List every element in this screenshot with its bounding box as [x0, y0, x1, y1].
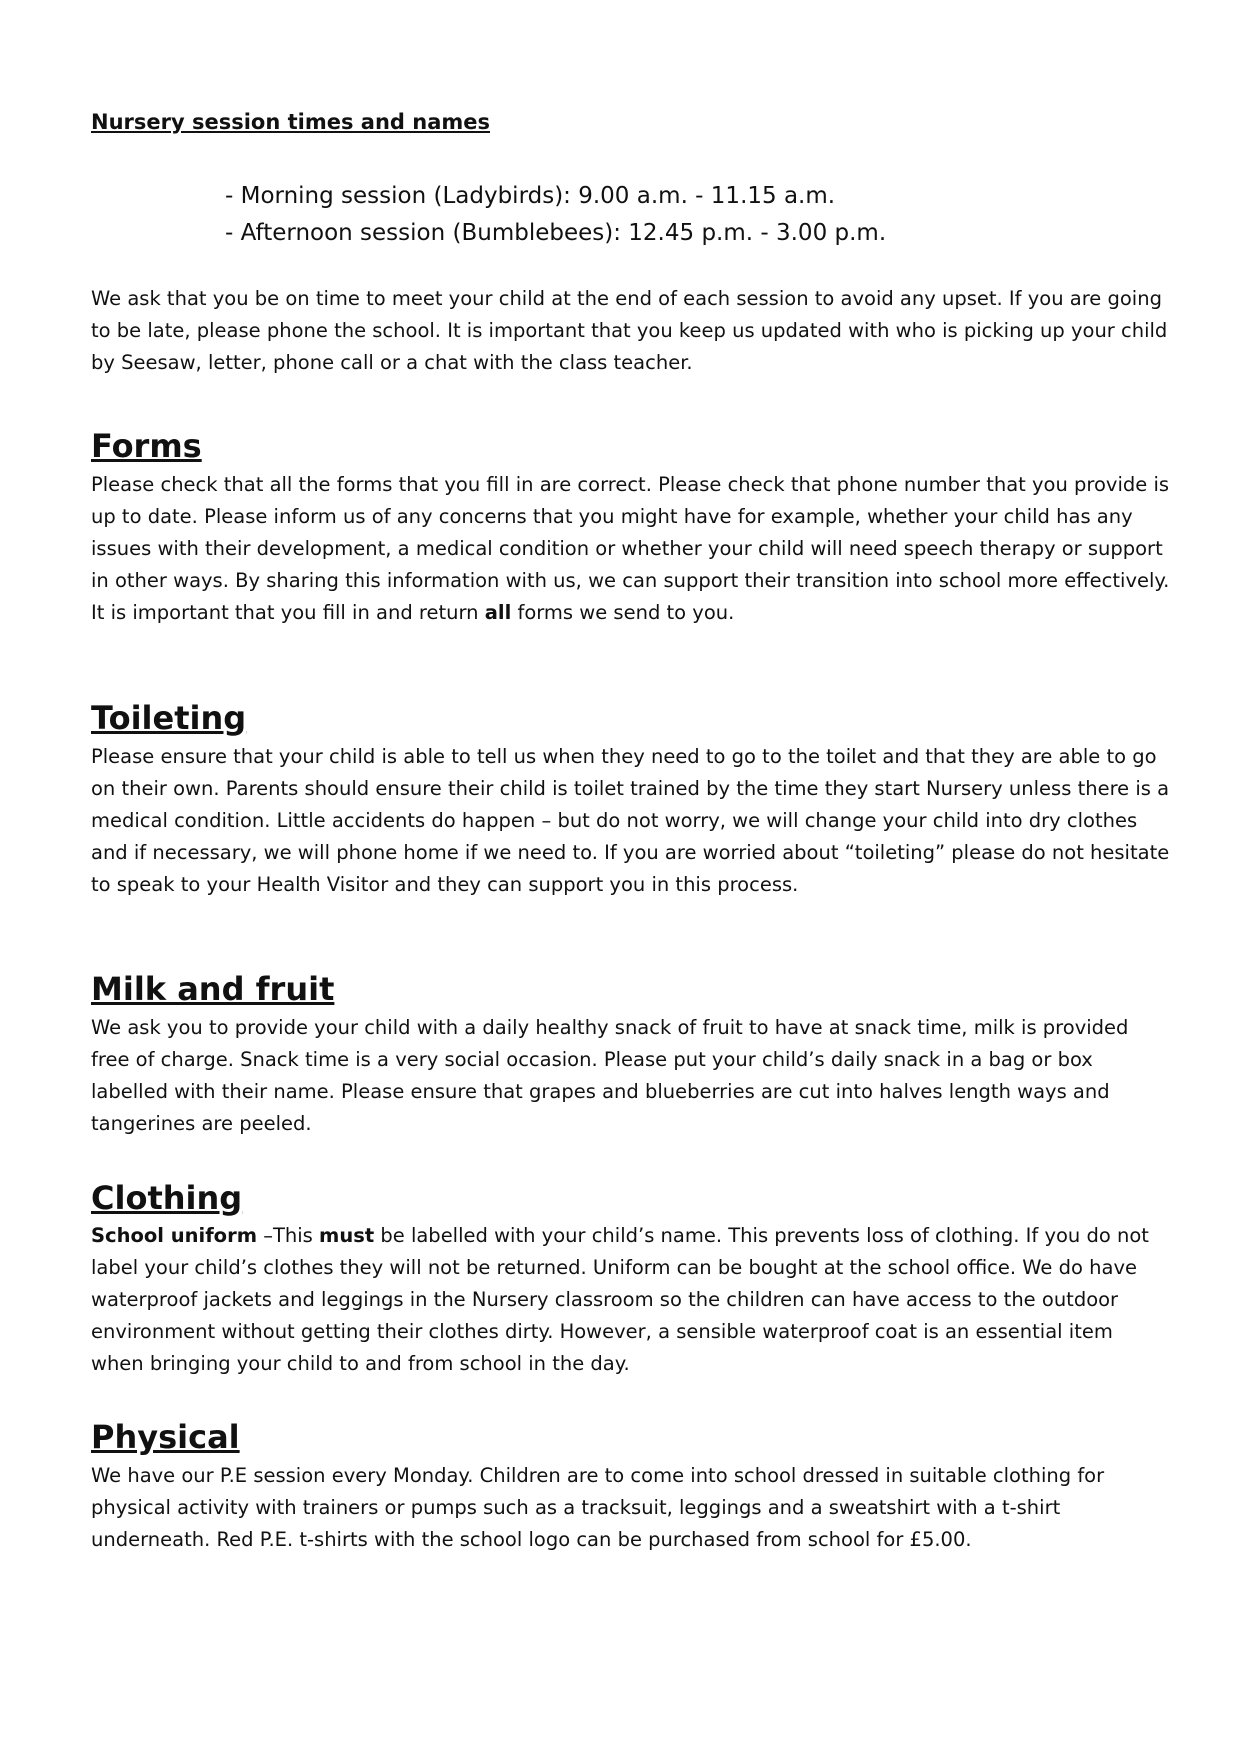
physical-paragraph: We have our P.E session every Monday. Children are to come into school dressed in suitable clothing for physical activity with trainers or pumps such as a tracksuit, leggings and a sweatshirt with a t-shirt underneath. Red P.E. t-shirts with the school logo can be purchased from school for £5.00.: [91, 1464, 1105, 1551]
forms-heading: Forms: [91, 427, 202, 465]
clothing-text-2: be labelled with your child’s name. This prevents loss of clothing. If you do not label your child’s clothes they will not be returned. Uniform can be bought at the school office. We do have waterproof jackets and leggings in the Nursery classroom so the children can have access to the outdoor environment without getting their clothes dirty. However, a sensible waterproof coat is an essential item when bringing your child to and from school in the day.: [91, 1224, 1149, 1375]
physical-heading: Physical: [91, 1418, 240, 1456]
forms-bold-all: all: [484, 601, 512, 624]
forms-paragraph: [91, 469, 1171, 629]
sessions-paragraph: We ask that you be on time to meet your child at the end of each session to avoid any upset. If you are going to be late, please phone the school. It is important that you keep us updated with who is picking up your child by Seesaw, letter, phone call or a chat with the class teacher.: [91, 287, 1168, 374]
clothing-paragraph: [91, 1220, 1171, 1380]
forms-text-before: Please check that all the forms that you fill in are correct. Please check that phone number that you provide is up to date. Please inform us of any concerns that you might have for example, whether your child has any issues with their development, a medical condition or whether your child will need speech therapy or support in other ways. By sharing this information with us, we can support their transition into school more effectively. It is important that you fill in and return: [91, 473, 1170, 624]
sessions-heading: Nursery session times and names: [91, 110, 490, 134]
toileting-paragraph: Please ensure that your child is able to tell us when they need to go to the toilet and that they are able to go on their own. Parents should ensure their child is toilet trained by the time they start Nursery unless there is a medical condition. Little accidents do happen – but do not worry, we will change your child into dry clothes and if necessary, we will phone home if we need to. If you are worried about “toileting” please do not hesitate to speak to your Health Visitor and they can support you in this process.: [91, 745, 1170, 896]
list-item-afternoon-session: - Afternoon session (Bumblebees): 12.45 p.m. - 3.00 p.m.: [225, 220, 887, 246]
milk-fruit-paragraph: We ask you to provide your child with a daily healthy snack of fruit to have at snack time, milk is provided free of charge. Snack time is a very social occasion. Please put your child’s daily snack in a bag or box labelled with their name. Please ensure that grapes and blueberries are cut into halves length ways and tangerines are peeled.: [91, 1016, 1129, 1135]
milk-fruit-heading: Milk and fruit: [91, 970, 335, 1008]
session-times-list: [225, 178, 886, 252]
toileting-heading: Toileting: [91, 699, 247, 737]
clothing-text-1: –This: [257, 1224, 320, 1247]
list-item-morning-session: - Morning session (Ladybirds): 9.00 a.m. - 11.15 a.m.: [225, 183, 836, 209]
clothing-bold-uniform: School uniform: [91, 1224, 258, 1247]
clothing-heading: Clothing: [91, 1179, 243, 1217]
forms-text-after: forms we send to you.: [511, 601, 735, 624]
clothing-bold-must: must: [319, 1224, 375, 1247]
